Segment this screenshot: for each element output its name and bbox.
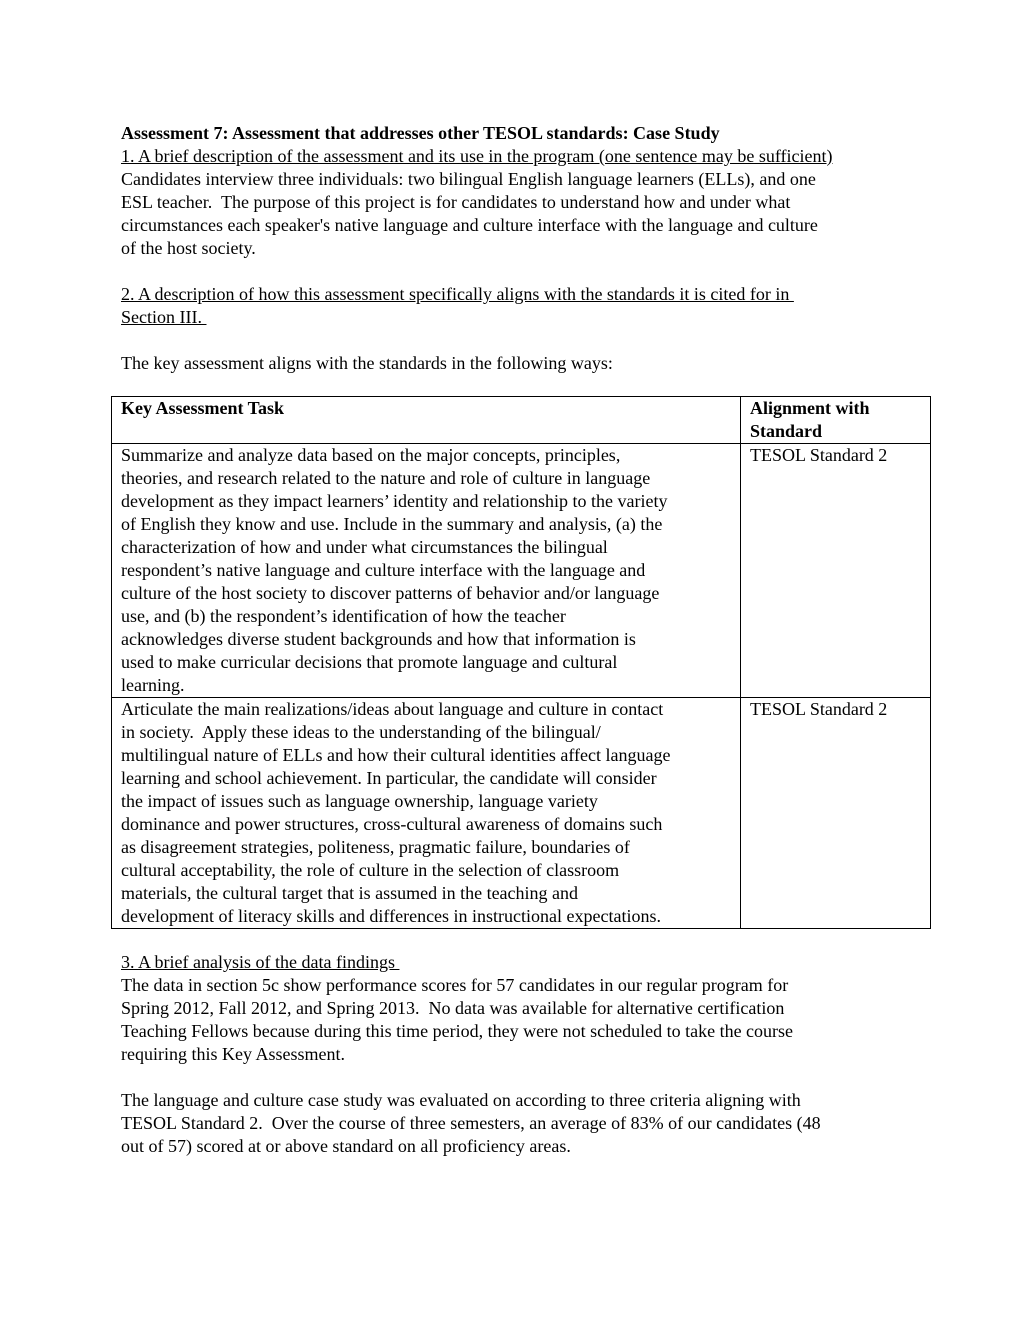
section-2-intro: [121, 352, 921, 375]
section-1-body: [121, 168, 921, 260]
text-line: development of literacy skills and differences in instructional expectations.: [121, 906, 661, 926]
text-line: TESOL Standard 2. Over the course of three semesters, an average of 83% of our candidates (48: [121, 1113, 821, 1133]
task-cell: [112, 444, 741, 698]
section-3-paragraph-1: [121, 974, 921, 1066]
text-line: dominance and power structures, cross-cultural awareness of domains such: [121, 814, 663, 834]
text-line: multilingual nature of ELLs and how their cultural identities affect language: [121, 745, 671, 765]
text-line: in society. Apply these ideas to the understanding of the bilingual/: [121, 722, 601, 742]
text-line: as disagreement strategies, politeness, pragmatic failure, boundaries of: [121, 837, 630, 857]
section-1-heading: 1. A brief description of the assessment and its use in the program (one sentence may be sufficient): [121, 146, 833, 166]
section-1: [121, 122, 921, 260]
text-line: the impact of issues such as language ownership, language variety: [121, 791, 598, 811]
table-row: [112, 444, 931, 698]
text-line: development as they impact learners’ identity and relationship to the variety: [121, 491, 668, 511]
text-line: learning and school achievement. In particular, the candidate will consider: [121, 768, 657, 788]
text-line: circumstances each speaker's native language and culture interface with the language and culture: [121, 215, 818, 235]
text-line: learning.: [121, 675, 185, 695]
text-line: cultural acceptability, the role of culture in the selection of classroom: [121, 860, 620, 880]
text-line: theories, and research related to the nature and role of culture in language: [121, 468, 651, 488]
header-key-assessment-task: Key Assessment Task: [112, 397, 741, 444]
text-line: respondent’s native language and culture interface with the language and: [121, 560, 646, 580]
text-line: The language and culture case study was evaluated on according to three criteria aligning with: [121, 1090, 801, 1110]
text-line: Spring 2012, Fall 2012, and Spring 2013. No data was available for alternative certification: [121, 998, 785, 1018]
text-line: characterization of how and under what circumstances the bilingual: [121, 537, 608, 557]
standard-cell: TESOL Standard 2: [741, 698, 931, 929]
task-cell: [112, 698, 741, 929]
text-line: 2. A description of how this assessment specifically aligns with the standards it is cited for in: [121, 284, 794, 304]
table-header-row: [112, 397, 931, 444]
standard-cell: TESOL Standard 2: [741, 444, 931, 698]
section-3-paragraph-2: [121, 1089, 921, 1158]
text-line: of the host society.: [121, 238, 256, 258]
text-line: Candidates interview three individuals: two bilingual English language learners (ELLs), and one: [121, 169, 816, 189]
text-line: The data in section 5c show performance scores for 57 candidates in our regular program for: [121, 975, 789, 995]
text-line: Articulate the main realizations/ideas about language and culture in contact: [121, 699, 664, 719]
text-line: culture of the host society to discover patterns of behavior and/or language: [121, 583, 660, 603]
text-line: Summarize and analyze data based on the major concepts, principles,: [121, 445, 621, 465]
text-line: used to make curricular decisions that promote language and cultural: [121, 652, 618, 672]
header-line: Standard: [750, 421, 823, 441]
section-2: [121, 283, 921, 329]
alignment-intro: The key assessment aligns with the standards in the following ways:: [121, 353, 613, 373]
text-line: Section III.: [121, 307, 207, 327]
text-line: acknowledges diverse student backgrounds and how that information is: [121, 629, 636, 649]
document-title: Assessment 7: Assessment that addresses other TESOL standards: Case Study: [121, 123, 720, 143]
text-line: use, and (b) the respondent’s identification of how the teacher: [121, 606, 566, 626]
header-line: Alignment with: [750, 398, 870, 418]
text-line: of English they know and use. Include in the summary and analysis, (a) the: [121, 514, 663, 534]
table-row: [112, 698, 931, 929]
text-line: requiring this Key Assessment.: [121, 1044, 345, 1064]
header-alignment-with-standard: [741, 397, 931, 444]
text-line: ESL teacher. The purpose of this project is for candidates to understand how and under what: [121, 192, 791, 212]
text-line: materials, the cultural target that is assumed in the teaching and: [121, 883, 579, 903]
text-line: Teaching Fellows because during this time period, they were not scheduled to take the course: [121, 1021, 794, 1041]
section-3-heading: 3. A brief analysis of the data findings: [121, 952, 400, 972]
section-3: [121, 951, 921, 1158]
text-line: out of 57) scored at or above standard on all proficiency areas.: [121, 1136, 571, 1156]
alignment-table: [111, 396, 931, 929]
section-2-heading: [121, 283, 921, 329]
